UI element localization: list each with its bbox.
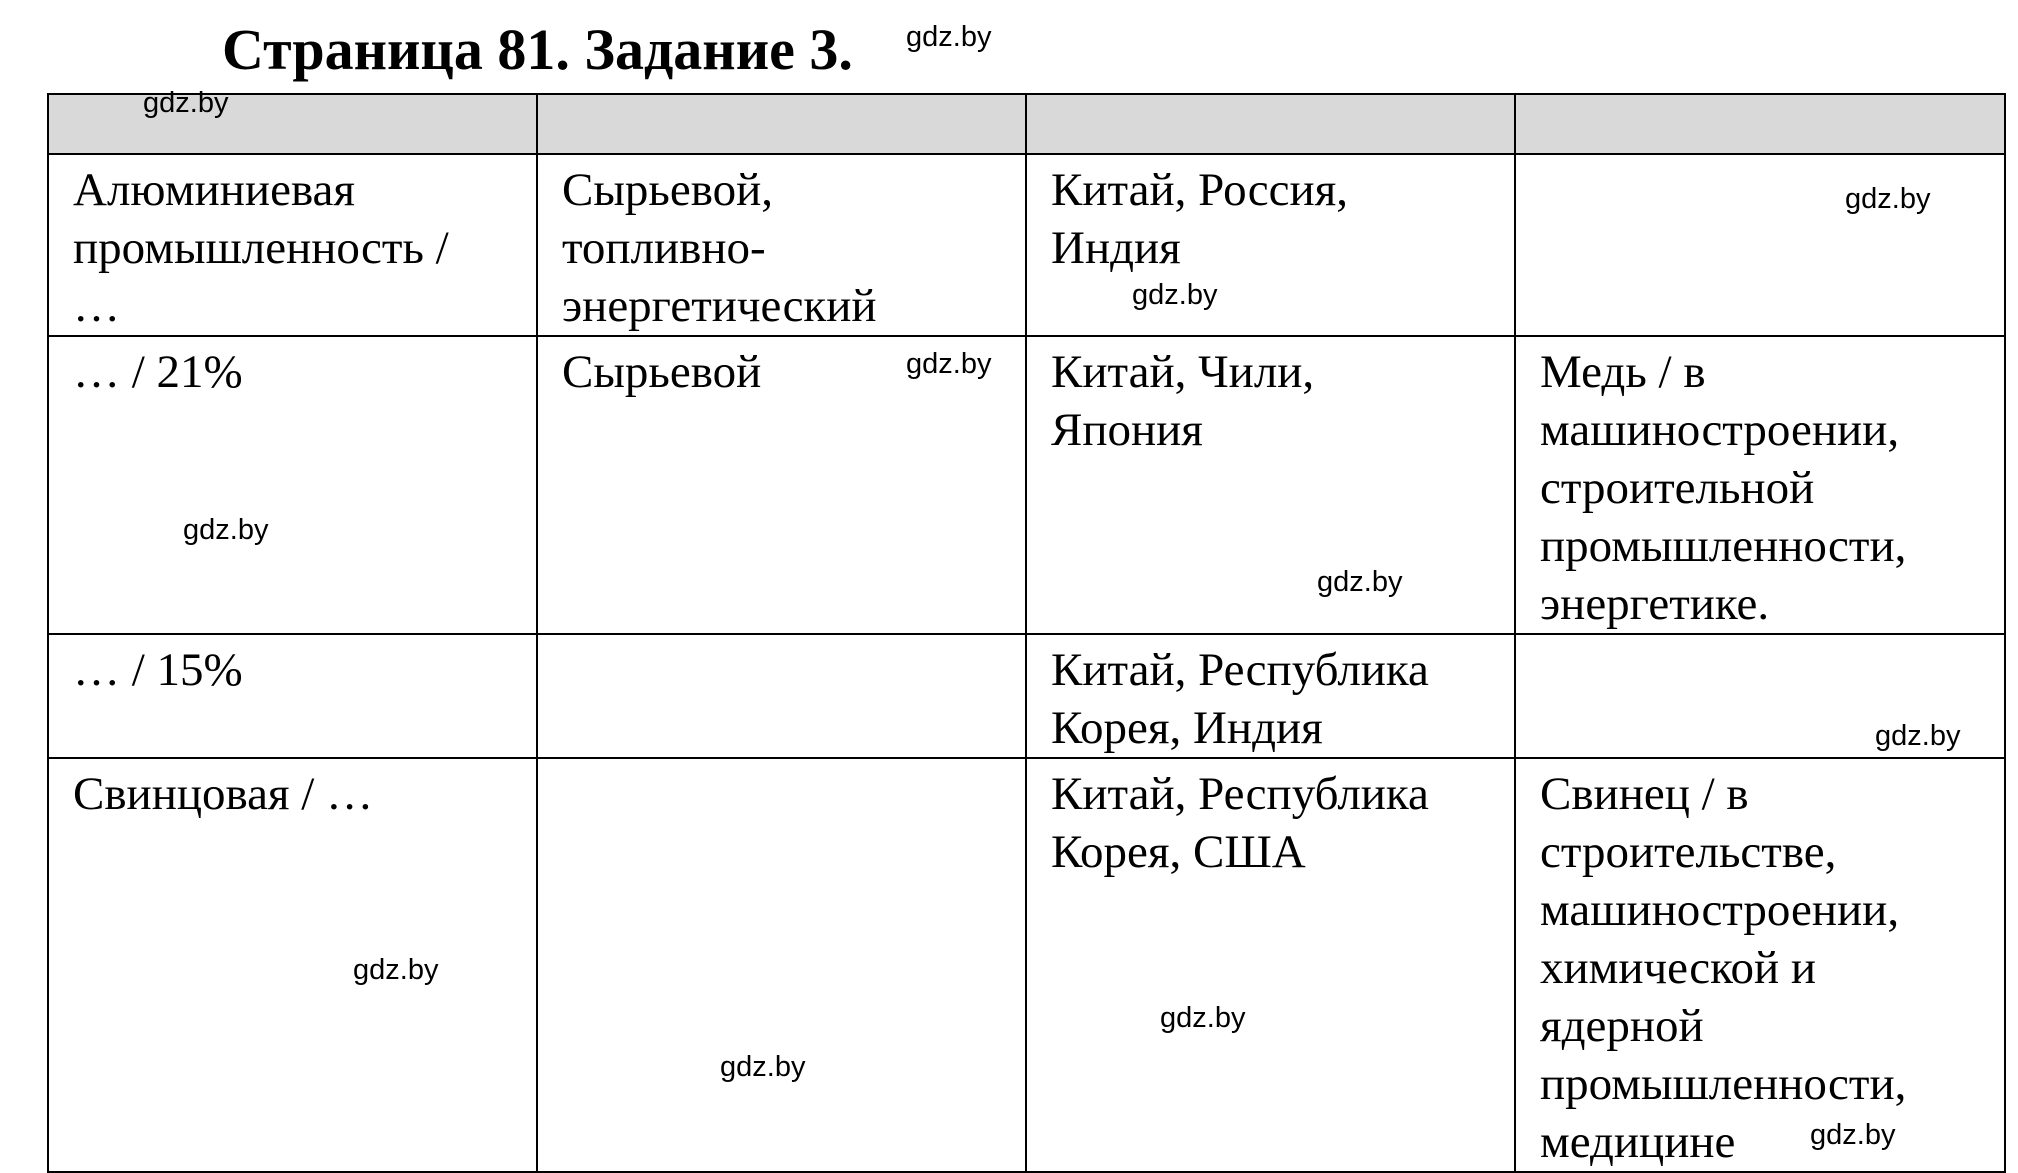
watermark: gdz.by (1810, 1119, 1896, 1151)
cell-line: Сырьевой (562, 346, 762, 398)
factor-cell (537, 634, 1026, 758)
header-cell (48, 94, 537, 154)
table-header-row (48, 94, 2005, 154)
header-cell (537, 94, 1026, 154)
header-cell (1026, 94, 1515, 154)
countries-cell (1026, 336, 1515, 634)
cell-line: Китай, Россия, (1051, 164, 1349, 216)
countries-cell (1026, 154, 1515, 336)
watermark: gdz.by (1845, 183, 1931, 215)
cell-line: промышленности, (1540, 520, 1907, 572)
cell-line: промышленности, (1540, 1058, 1907, 1110)
watermark: gdz.by (143, 87, 229, 119)
cell-line: … / 21% (73, 346, 243, 398)
cell-line: машиностроении, (1540, 404, 1900, 456)
countries-cell (1026, 634, 1515, 758)
usage-cell (1515, 758, 2005, 1172)
countries-cell (1026, 758, 1515, 1172)
table-row-zinc (48, 634, 2005, 758)
header-cell (1515, 94, 2005, 154)
watermark: gdz.by (1160, 1002, 1246, 1034)
watermark: gdz.by (906, 21, 992, 53)
industry-cell (48, 154, 537, 336)
cell-line: Алюминиевая (73, 164, 355, 216)
watermark: gdz.by (353, 954, 439, 986)
cell-line: Япония (1051, 404, 1203, 456)
cell-line: энергетике. (1540, 578, 1770, 630)
cell-line: Сырьевой, (562, 164, 773, 216)
table-row-copper (48, 336, 2005, 634)
cell-line: промышленность / (73, 222, 449, 274)
cell-line: Китай, Республика (1051, 644, 1429, 696)
watermark: gdz.by (720, 1051, 806, 1083)
cell-line: медицине (1540, 1116, 1736, 1168)
cell-line: Свинец / в (1540, 768, 1749, 820)
cell-line: Китай, Чили, (1051, 346, 1315, 398)
table-row-aluminium (48, 154, 2005, 336)
watermark: gdz.by (1875, 720, 1961, 752)
industry-cell (48, 634, 537, 758)
cell-line: Медь / в (1540, 346, 1706, 398)
cell-line: топливно- (562, 222, 766, 274)
factor-cell (537, 154, 1026, 336)
cell-line: … (73, 280, 120, 332)
usage-cell (1515, 336, 2005, 634)
cell-line: химической и (1540, 942, 1817, 994)
cell-line: Китай, Республика (1051, 768, 1429, 820)
watermark: gdz.by (1132, 279, 1218, 311)
factor-cell (537, 758, 1026, 1172)
table-row-lead (48, 758, 2005, 1172)
cell-line: Корея, Индия (1051, 702, 1323, 754)
cell-line: ядерной (1540, 1000, 1704, 1052)
cell-line: энергетический (562, 280, 877, 332)
usage-cell (1515, 154, 2005, 336)
industry-cell (48, 758, 537, 1172)
cell-line: строительной (1540, 462, 1815, 514)
watermark: gdz.by (906, 348, 992, 380)
answer-table (47, 93, 2006, 1173)
cell-line: Корея, США (1051, 826, 1306, 878)
page-title: Страница 81. Задание 3. (222, 17, 853, 82)
cell-line: строительстве, (1540, 826, 1837, 878)
cell-line: … / 15% (73, 644, 243, 696)
cell-line: Индия (1051, 222, 1181, 274)
cell-line: машиностроении, (1540, 884, 1900, 936)
watermark: gdz.by (1317, 566, 1403, 598)
cell-line: Свинцовая / … (73, 768, 374, 820)
industry-cell (48, 336, 537, 634)
watermark: gdz.by (183, 514, 269, 546)
